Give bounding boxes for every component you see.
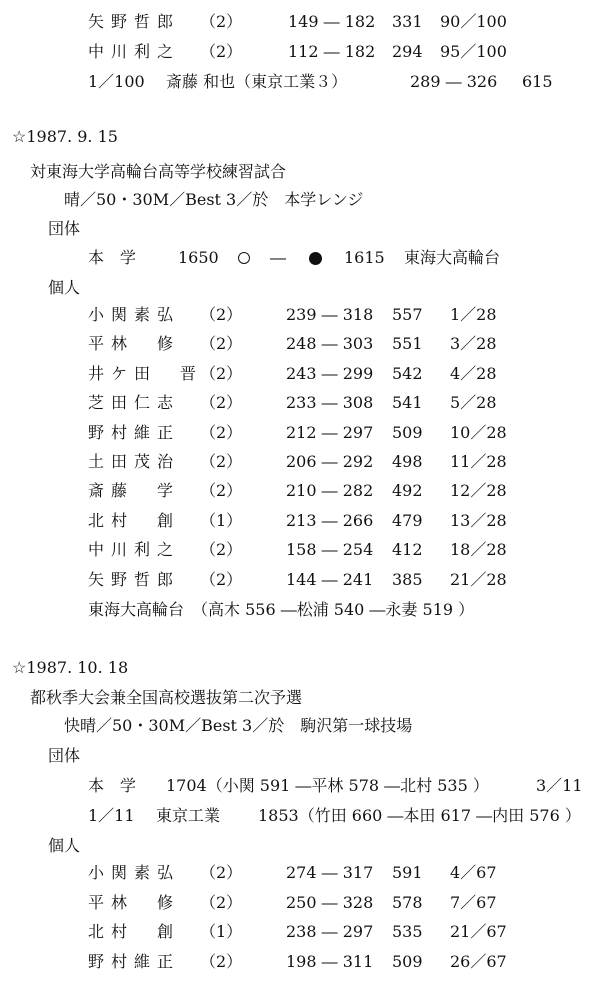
athlete-grade: （2） (200, 452, 243, 471)
athlete-grade: （2） (200, 305, 243, 324)
table-row (0, 452, 600, 472)
team-winner-detail: 1853（竹田 660 ―本田 617 ―内田 576 ） (258, 806, 581, 825)
athlete-grade: （2） (200, 42, 243, 61)
athlete-rank: 4／28 (450, 363, 497, 383)
athlete-score: 144 ― 241 (286, 569, 374, 589)
table-row (0, 334, 600, 354)
athlete-total: 557 (392, 305, 423, 324)
event-title: 対東海大学高輪台高等学校練習試合 (30, 162, 287, 181)
top-row (0, 42, 600, 62)
athlete-total: 412 (392, 540, 423, 560)
athlete-rank: 21／67 (450, 922, 507, 941)
athlete-name: 中川利之 (88, 42, 181, 61)
athlete-grade: （1） (200, 510, 243, 530)
team-home: 本 学 (88, 248, 137, 267)
athlete-score: 248 ― 303 (286, 334, 374, 354)
athlete-grade: （2） (200, 540, 243, 560)
table-row (0, 423, 600, 443)
athlete-total: 551 (392, 334, 423, 354)
athlete-name: 野村維正 (88, 951, 181, 971)
athlete-name: 斎藤 学 (88, 481, 181, 501)
team-home-score: 1650 (178, 248, 219, 267)
athlete-grade: （2） (200, 892, 243, 912)
athlete-rank: 11／28 (450, 452, 507, 471)
team-label: 団体 (48, 746, 81, 765)
athlete-score: 233 ― 308 (286, 393, 374, 413)
event-conditions: 快晴／50・30M／Best 3／於 駒沢第一球技場 (64, 716, 413, 735)
athlete-name: 北村 創 (88, 510, 181, 530)
team-winner (0, 806, 600, 826)
athlete-name: 中川利之 (88, 540, 181, 560)
top-winner-row (0, 72, 600, 92)
loss-circle-icon (309, 252, 322, 265)
table-row (0, 893, 600, 913)
table-row (0, 305, 600, 325)
athlete-total: 492 (392, 481, 423, 501)
table-row (0, 540, 600, 560)
team-winner-name: 東京工業 (156, 806, 221, 825)
winner-total: 615 (522, 72, 553, 91)
athlete-name: 平林 修 (88, 334, 181, 354)
athlete-rank: 26／67 (450, 951, 507, 971)
athlete-grade: （2） (200, 363, 243, 383)
athlete-grade: （2） (200, 393, 243, 413)
athlete-score: 149 ― 182 (288, 12, 376, 31)
athlete-score: 243 ― 299 (286, 363, 374, 383)
athlete-rank: 1／28 (450, 305, 497, 324)
athlete-name: 土田茂治 (88, 452, 181, 471)
table-row (0, 481, 600, 501)
individual-label: 個人 (48, 278, 81, 297)
athlete-score: 213 ― 266 (286, 510, 374, 530)
athlete-total: 294 (392, 42, 423, 61)
event-title: 都秋季大会兼全国高校選抜第二次予選 (30, 688, 303, 707)
team-away-score: 1615 (344, 248, 385, 267)
event-date: ☆1987. 9. 15 (12, 127, 118, 146)
athlete-total: 331 (392, 12, 423, 31)
athlete-score: 198 ― 311 (286, 951, 374, 971)
athlete-score: 212 ― 297 (286, 422, 374, 442)
table-row (0, 364, 600, 384)
athlete-total: 591 (392, 863, 423, 882)
winner-rank: 1／100 (88, 72, 145, 91)
athlete-total: 509 (392, 422, 423, 442)
athlete-grade: （2） (200, 334, 243, 354)
athlete-name: 野村維正 (88, 422, 181, 442)
team-result (0, 776, 600, 796)
athlete-name: 矢野哲郎 (88, 569, 181, 589)
athlete-total: 385 (392, 569, 423, 589)
athlete-total: 541 (392, 393, 423, 413)
athlete-total: 509 (392, 951, 423, 971)
team-label: 団体 (48, 219, 81, 238)
table-row (0, 922, 600, 942)
athlete-name: 芝田仁志 (88, 393, 181, 413)
athlete-score: 112 ― 182 (288, 42, 376, 61)
athlete-score: 206 ― 292 (286, 452, 374, 471)
event-conditions: 晴／50・30M／Best 3／於 本学レンジ (64, 190, 364, 209)
athlete-name: 北村 創 (88, 922, 181, 941)
opponent-summary: 東海大高輪台 （高木 556 ―松浦 540 ―永妻 519 ） (88, 600, 475, 619)
athlete-grade: （2） (200, 481, 243, 501)
athlete-name: 矢野哲郎 (88, 12, 181, 31)
top-row (0, 12, 600, 32)
athlete-total: 578 (392, 892, 423, 912)
winner-score: 289 ― 326 (410, 72, 498, 91)
team-away: 東海大高輪台 (404, 248, 501, 267)
athlete-total: 535 (392, 922, 423, 941)
athlete-grade: （2） (200, 951, 243, 971)
team-dash: ― (270, 248, 286, 267)
athlete-total: 542 (392, 363, 423, 383)
athlete-rank: 3／28 (450, 334, 497, 354)
athlete-score: 274 ― 317 (286, 863, 374, 882)
athlete-score: 238 ― 297 (286, 922, 374, 941)
athlete-rank: 5／28 (450, 393, 497, 413)
team-result (0, 248, 600, 268)
athlete-grade: （2） (200, 422, 243, 442)
athlete-score: 250 ― 328 (286, 892, 374, 912)
athlete-rank: 7／67 (450, 892, 497, 912)
table-row (0, 952, 600, 972)
athlete-score: 158 ― 254 (286, 540, 374, 560)
table-row (0, 511, 600, 531)
athlete-name: 平林 修 (88, 892, 181, 912)
individual-label: 個人 (48, 836, 81, 855)
table-row (0, 863, 600, 883)
winner-name: 斎藤 和也（東京工業３） (166, 72, 348, 91)
win-circle-icon (238, 252, 250, 264)
athlete-rank: 12／28 (450, 481, 507, 501)
team-home: 本 学 (88, 776, 137, 795)
athlete-rank: 13／28 (450, 510, 507, 530)
athlete-grade: （2） (200, 12, 243, 31)
athlete-score: 239 ― 318 (286, 305, 374, 324)
athlete-name: 井ケ田 晋 (88, 363, 204, 383)
athlete-grade: （2） (200, 569, 243, 589)
athlete-rank: 4／67 (450, 863, 497, 882)
table-row (0, 393, 600, 413)
athlete-total: 498 (392, 452, 423, 471)
athlete-score: 210 ― 282 (286, 481, 374, 501)
athlete-rank: 90／100 (440, 12, 507, 31)
athlete-total: 479 (392, 510, 423, 530)
team-winner-rank: 1／11 (88, 806, 135, 825)
event-date: ☆1987. 10. 18 (12, 658, 129, 677)
table-row (0, 570, 600, 590)
team-home-detail: 1704（小関 591 ―平林 578 ―北村 535 ） (166, 776, 489, 795)
athlete-name: 小関素弘 (88, 863, 181, 882)
athlete-rank: 18／28 (450, 540, 507, 560)
athlete-rank: 95／100 (440, 42, 507, 61)
athlete-rank: 21／28 (450, 569, 507, 589)
athlete-rank: 10／28 (450, 422, 507, 442)
athlete-grade: （2） (200, 863, 243, 882)
athlete-name: 小関素弘 (88, 305, 181, 324)
team-home-rank: 3／11 (536, 776, 583, 795)
athlete-grade: （1） (200, 922, 243, 941)
